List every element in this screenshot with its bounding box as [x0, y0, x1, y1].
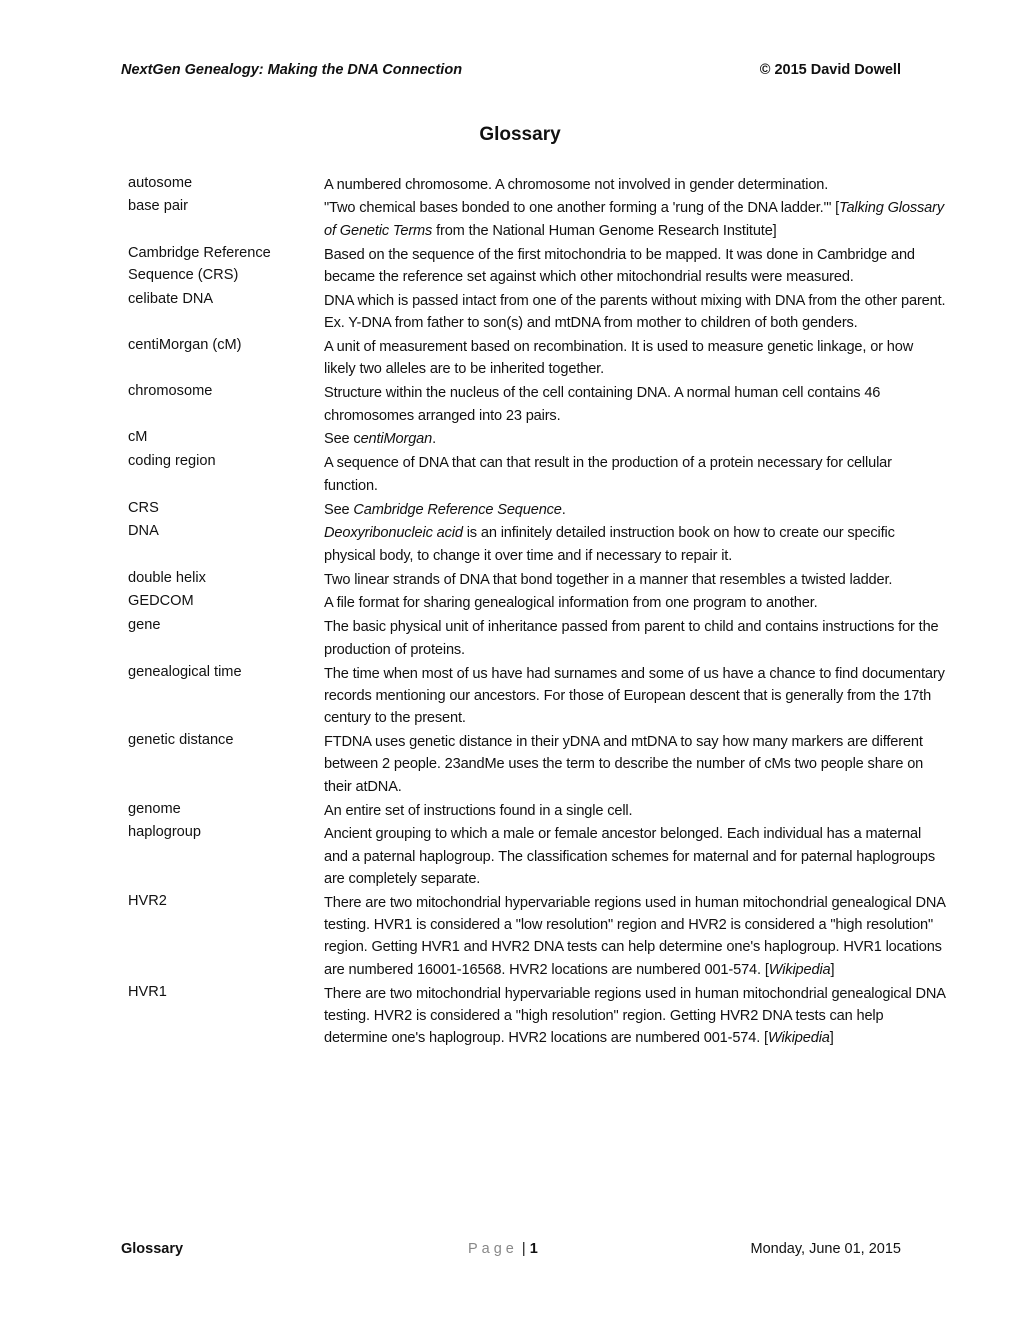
footer-page-value: 1 [529, 1241, 538, 1257]
glossary-term: chromosome [128, 383, 213, 400]
glossary-definition [324, 290, 948, 335]
glossary-definition [324, 428, 948, 450]
glossary-definition [324, 244, 948, 289]
page-title: Glossary [479, 124, 561, 145]
definition-text: The time when most of us have had surnames and some of us have a chance to find documentary records mentioning our ancestors. For those of European descent that is generally from the 17th century to the present. [324, 665, 945, 727]
glossary-definition [324, 800, 948, 822]
glossary-term: haplogroup [128, 824, 202, 841]
definition-text: There are two mitochondrial hypervariable regions used in human mitochondrial genealogical DNA testing. HVR1 is considered a "low resolution" region and HVR2 is considered a "high resolution" region. Getting HVR1 and HVR2 DNA tests can help determine one's haplogroup. HVR1 locations are numbered 16001-16568. HVR2 locations are numbered 001-574. [ [324, 894, 946, 978]
glossary-entry [128, 521, 948, 567]
glossary-entry [128, 615, 948, 661]
glossary-definition [324, 983, 948, 1050]
definition-text: ] [829, 1030, 834, 1047]
italic-reference: entiMorgan [360, 431, 433, 448]
glossary-term: double helix [128, 569, 206, 586]
definition-text: . [561, 501, 566, 518]
footer-section: Glossary [121, 1241, 184, 1257]
glossary-definition [324, 892, 948, 981]
glossary-term: HVR1 [128, 983, 167, 1000]
definition-text: . [432, 431, 436, 448]
glossary-term: genome [128, 800, 181, 817]
glossary-term: cM [128, 429, 148, 446]
definition-text: A unit of measurement based on recombination. It is used to measure genetic linkage, or how likely two alleles are to be inherited together. [324, 339, 914, 378]
definition-text: See [324, 501, 354, 518]
header-copyright: © 2015 David Dowell [759, 62, 901, 78]
italic-reference: Wikipedia [768, 961, 831, 978]
glossary-entry [128, 427, 948, 451]
glossary-definition [324, 663, 948, 730]
glossary-list [128, 172, 948, 1050]
definition-text: ] [830, 961, 835, 978]
glossary-entry [128, 890, 948, 981]
glossary-term: coding region [128, 453, 216, 470]
footer-date: Monday, June 01, 2015 [750, 1241, 901, 1257]
italic-reference: Talking Glossary of Genetic Terms [324, 200, 944, 239]
glossary-entry [128, 591, 948, 615]
glossary-definition [324, 569, 948, 591]
definition-text: A sequence of DNA that can that result in the production of a protein necessary for cellular function. [324, 455, 892, 494]
glossary-term: genealogical time [128, 663, 242, 680]
glossary-term: CRS [128, 499, 159, 516]
glossary-entry [128, 334, 948, 380]
glossary-term: gene [128, 617, 161, 634]
header-book-title: NextGen Genealogy: Making the DNA Connection [121, 62, 463, 78]
glossary-term: celibate DNA [128, 290, 214, 307]
definition-text: Two linear strands of DNA that bond together in a manner that resembles a twisted ladder. [324, 571, 893, 588]
glossary-entry [128, 242, 948, 288]
italic-reference: Deoxyribonucleic acid [324, 525, 463, 542]
glossary-term: base pair [128, 198, 189, 215]
definition-text: A numbered chromosome. A chromosome not involved in gender determination. [324, 176, 829, 193]
footer-page-label: Page [468, 1241, 518, 1257]
glossary-definition [324, 336, 948, 381]
glossary-term: genetic distance [128, 732, 234, 749]
glossary-entry [128, 196, 948, 242]
definition-text: A file format for sharing genealogical information from one program to another. [324, 595, 818, 612]
glossary-entry [128, 729, 948, 797]
glossary-definition [324, 382, 948, 427]
glossary-definition [324, 592, 948, 614]
definition-text: is an infinitely detailed instruction book on how to create our specific physical body, to change it over time and if necessary to repair it. [324, 525, 895, 564]
glossary-definition [324, 452, 948, 497]
glossary-entry [128, 661, 948, 729]
definition-text: Ancient grouping to which a male or female ancestor belonged. Each individual has a maternal and a paternal haplogroup. The classification schemes for maternal and for paternal haplogroups are completely separate. [324, 826, 935, 887]
glossary-entry [128, 451, 948, 497]
glossary-definition [324, 522, 948, 567]
glossary-definition [324, 731, 948, 798]
glossary-term: DNA [128, 523, 159, 540]
glossary-definition [324, 823, 948, 890]
glossary-term: centiMorgan (cM) [128, 337, 242, 354]
glossary-term: Cambridge Reference Sequence (CRS) [128, 244, 271, 283]
glossary-entry [128, 172, 948, 196]
definition-text: An entire set of instructions found in a single cell. [324, 802, 633, 819]
italic-reference: Cambridge Reference Sequence [353, 501, 562, 518]
glossary-entry [128, 822, 948, 890]
italic-reference: Wikipedia [767, 1030, 830, 1047]
definition-text: The basic physical unit of inheritance passed from parent to child and contains instructions for the production of proteins. [324, 619, 939, 658]
glossary-entry [128, 497, 948, 521]
glossary-entry [128, 567, 948, 591]
footer-separator: | [517, 1241, 530, 1257]
definition-text: "Two chemical bases bonded to one another forming a 'rung of the DNA ladder.'" [ [324, 200, 840, 217]
glossary-entry [128, 981, 948, 1049]
definition-text: FTDNA uses genetic distance in their yDNA and mtDNA to say how many markers are different between 2 people. 23andMe uses the term to describe the number of cMs two people share on their atDNA. [324, 734, 924, 795]
definition-text: There are two mitochondrial hypervariable regions used in human mitochondrial genealogical DNA testing. HVR2 is considered a "high resolution" region. Getting HVR2 DNA tests can help determine one's haplogroup. HVR2 locations are numbered 001-574. [ [324, 985, 946, 1047]
glossary-entry [128, 798, 948, 822]
definition-text: See c [324, 431, 361, 448]
definition-text: from the National Human Genome Research Institute] [432, 222, 777, 239]
glossary-definition [324, 616, 948, 661]
definition-text: Structure within the nucleus of the cell containing DNA. A normal human cell contains 46 chromosomes arranged into 23 pairs. [324, 385, 881, 424]
glossary-term: autosome [128, 174, 193, 191]
definition-text: Based on the sequence of the first mitochondria to be mapped. It was done in Cambridge and became the reference set against which other mitochondrial results were measured. [324, 246, 915, 285]
definition-text: DNA which is passed intact from one of the parents without mixing with DNA from the other parent. Ex. Y-DNA from father to son(s) and mtDNA from mother to children of both genders. [324, 292, 946, 332]
glossary-definition [324, 174, 948, 196]
glossary-term: GEDCOM [128, 593, 194, 610]
footer-page-number [468, 1241, 538, 1257]
glossary-entry [128, 381, 948, 427]
glossary-definition [324, 197, 948, 242]
glossary-term: HVR2 [128, 892, 167, 909]
glossary-entry [128, 288, 948, 334]
glossary-definition [324, 499, 948, 521]
